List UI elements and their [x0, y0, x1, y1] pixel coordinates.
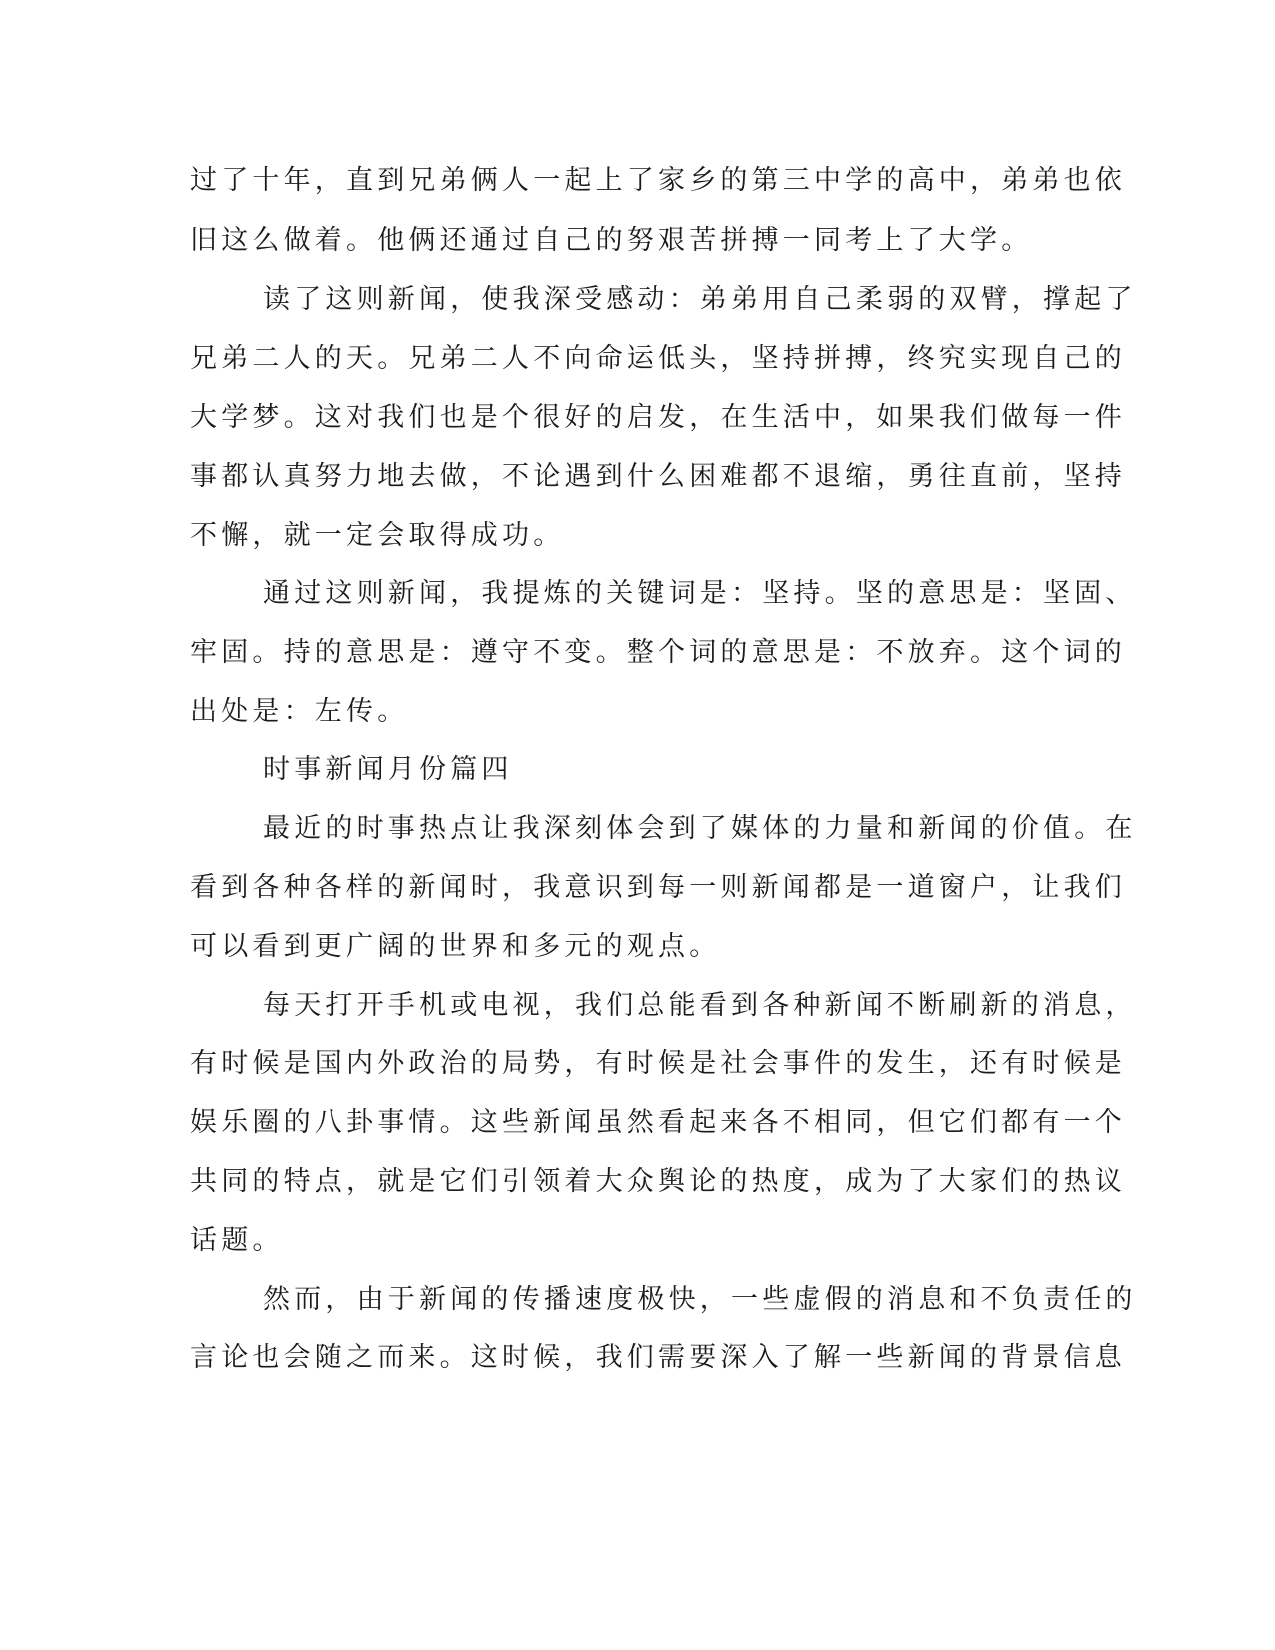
text-line: 牢固。持的意思是：遵守不变。整个词的意思是：不放弃。这个词的	[190, 637, 1126, 668]
text-line: 过了十年，直到兄弟俩人一起上了家乡的第三中学的高中，弟弟也依	[190, 165, 1126, 196]
text-line: 可以看到更广阔的世界和多元的观点。	[190, 931, 721, 962]
text-line: 共同的特点，就是它们引领着大众舆论的热度，成为了大家们的热议	[190, 1166, 1126, 1197]
text-line: 兄弟二人的天。兄弟二人不向命运低头，坚持拼搏，终究实现自己的	[190, 343, 1126, 374]
text-line: 看到各种各样的新闻时，我意识到每一则新闻都是一道窗户，让我们	[190, 872, 1126, 903]
text-line: 娱乐圈的八卦事情。这些新闻虽然看起来各不相同，但它们都有一个	[190, 1107, 1126, 1138]
paragraph-first-line: 然而，由于新闻的传播速度极快，一些虚假的消息和不负责任的	[263, 1284, 1137, 1315]
paragraph-first-line: 每天打开手机或电视，我们总能看到各种新闻不断刷新的消息，	[263, 990, 1137, 1021]
paragraph-first-line: 最近的时事热点让我深刻体会到了媒体的力量和新闻的价值。在	[263, 813, 1137, 844]
text-line: 不懈，就一定会取得成功。	[190, 520, 565, 551]
text-line: 话题。	[190, 1225, 284, 1256]
text-line: 大学梦。这对我们也是个很好的启发，在生活中，如果我们做每一件	[190, 402, 1126, 433]
text-line: 言论也会随之而来。这时候，我们需要深入了解一些新闻的背景信息	[190, 1342, 1126, 1373]
paragraph-first-line: 通过这则新闻，我提炼的关键词是：坚持。坚的意思是：坚固、	[263, 578, 1137, 609]
text-line: 旧这么做着。他俩还通过自己的努艰苦拼搏一同考上了大学。	[190, 225, 1033, 256]
text-line: 出处是：左传。	[190, 696, 409, 727]
paragraph-first-line: 读了这则新闻，使我深受感动：弟弟用自己柔弱的双臂，撑起了	[263, 284, 1137, 315]
section-heading: 时事新闻月份篇四	[263, 754, 513, 785]
text-line: 事都认真努力地去做，不论遇到什么困难都不退缩，勇往直前，坚持	[190, 461, 1126, 492]
text-line: 有时候是国内外政治的局势，有时候是社会事件的发生，还有时候是	[190, 1048, 1126, 1079]
